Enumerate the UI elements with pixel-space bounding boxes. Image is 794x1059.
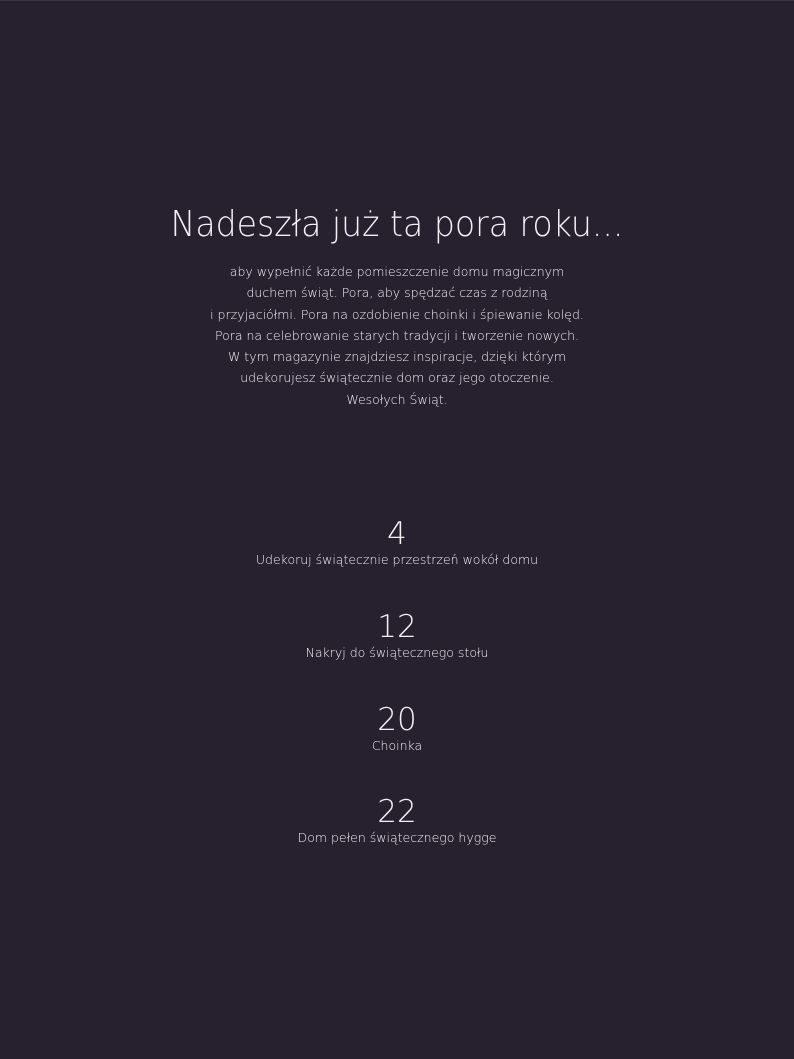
toc-page-number: 20 (377, 702, 417, 738)
page-title: Nadeszła już ta pora roku... (170, 204, 624, 245)
intro-line: aby wypełnić każde pomieszczenie domu magicznym (229, 264, 565, 279)
toc-entry[interactable] (0, 610, 794, 661)
toc-section-title: Nakryj do świątecznego stołu (305, 645, 489, 660)
intro-paragraph (0, 261, 794, 410)
intro-line: i przyjaciółmi. Pora na ozdobienie choinki i śpiewanie kolęd. (210, 306, 584, 322)
intro-line: duchem świąt. Pora, aby spędzać czas z rodziną (246, 285, 548, 301)
toc-page-number: 22 (377, 794, 417, 830)
toc-section-title: Dom pełen świątecznego hygge (297, 830, 497, 845)
toc-page-number: 12 (377, 609, 417, 645)
toc-entry[interactable] (0, 703, 794, 754)
intro-line: Wesołych Świąt. (346, 391, 448, 407)
toc-page-number: 4 (387, 516, 407, 552)
intro-line: Pora na celebrowanie starych tradycji i tworzenie nowych. (214, 327, 579, 343)
toc-entry[interactable] (0, 517, 794, 568)
intro-line: W tym magazynie znajdziesz inspiracje, dzięki którym (227, 349, 567, 365)
intro-line: udekorujesz świątecznie dom oraz jego otoczenie. (240, 370, 554, 386)
toc-section-title: Choinka (371, 738, 423, 753)
toc-section-title: Udekoruj świątecznie przestrzeń wokół domu (255, 552, 539, 567)
toc-entry[interactable] (0, 795, 794, 846)
